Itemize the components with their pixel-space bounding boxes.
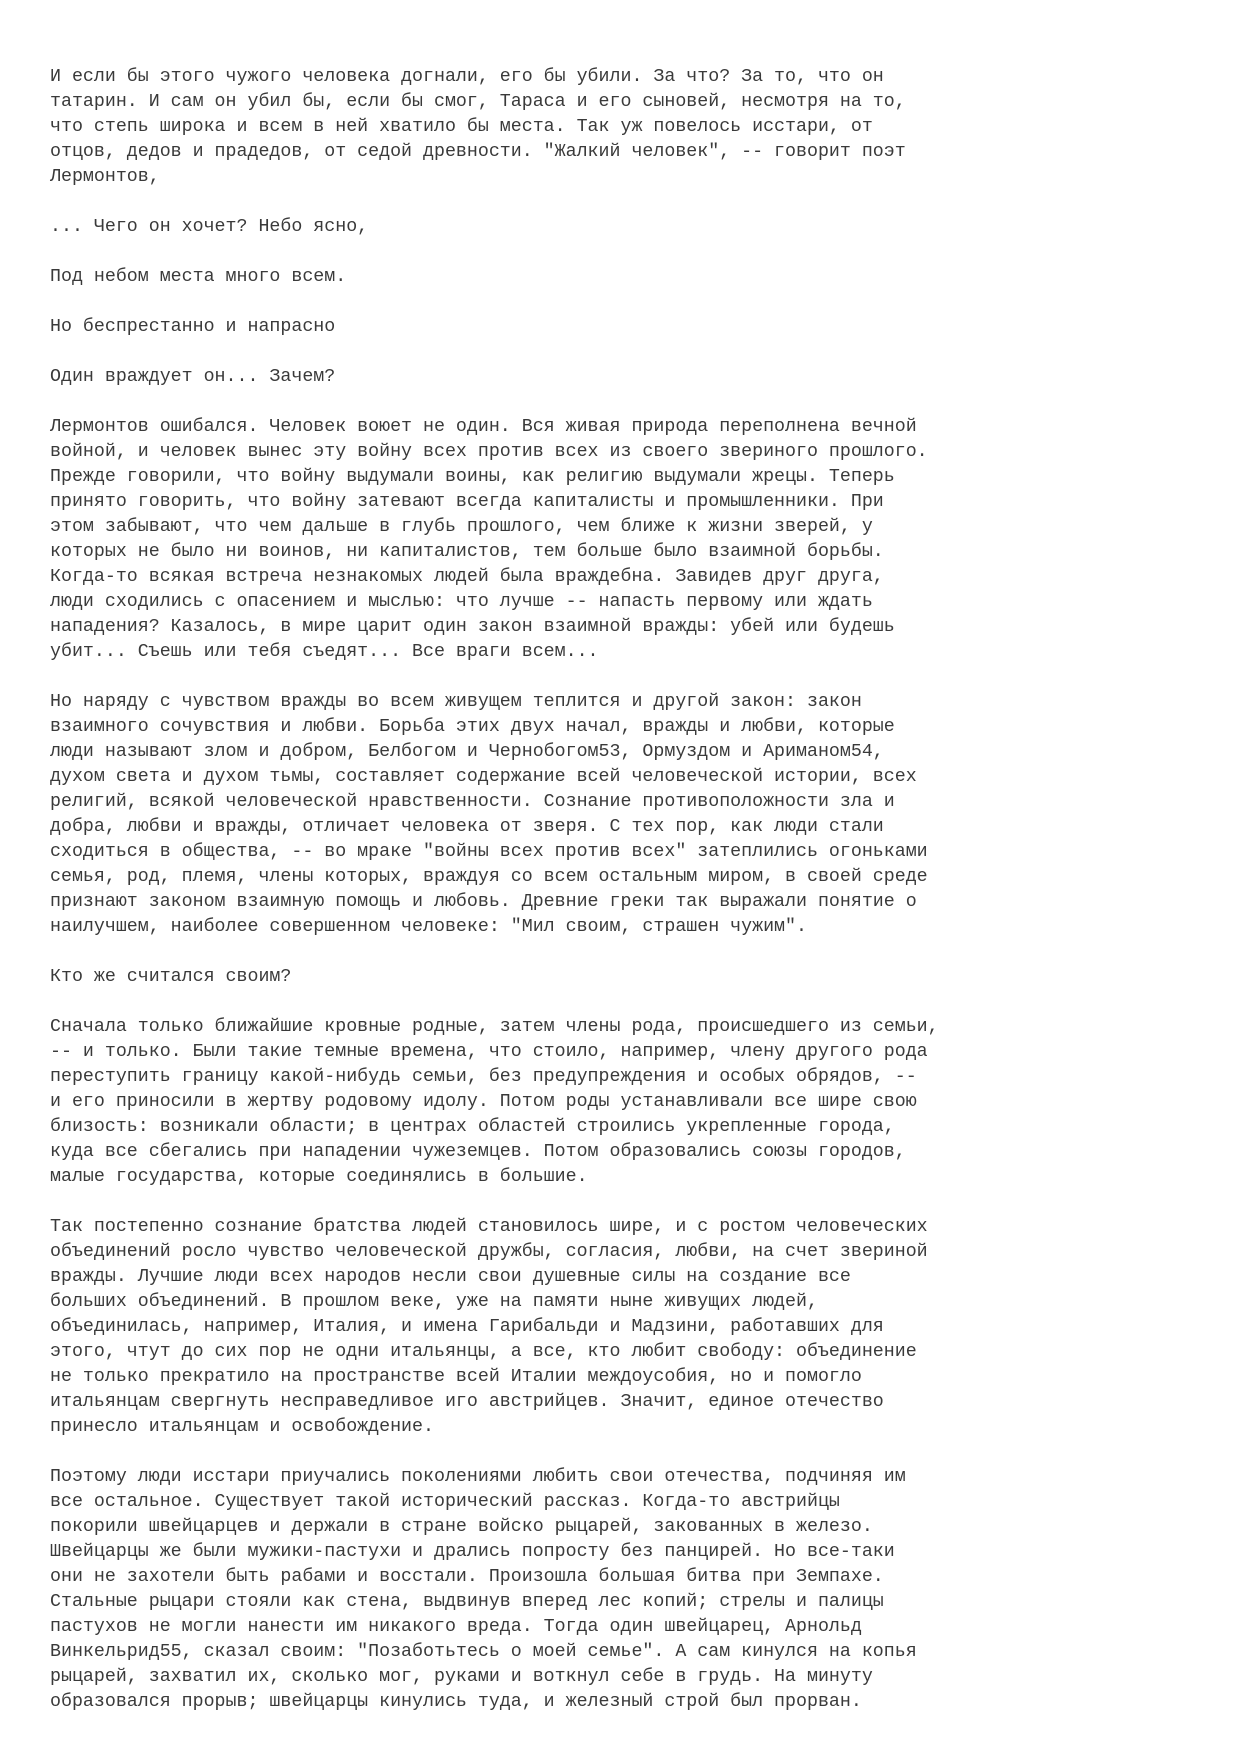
paragraph-lermontov-mistaken: Лермонтов ошибался. Человек воюет не один. Вся живая природа переполнена вечной войной, и человек вынес эту войну всех против всех из своего звериного прошлого. Прежде говорили, что войну выдумали воины, как религию выдумали жрецы. Теперь принято говорить, что войну затевают всегда капиталисты и промышленники. При этом забывают, что чем дальше в глубь прошлого, чем ближе к жизни зверей, у которых не было ни воинов, ни капиталистов, тем больше было взаимной борьбы. Когда-то всякая встреча незнакомых людей была враждебна. Завидев друг друга, люди сходились с опасением и мыслью: что лучше -- напасть первому или ждать нападения? Казалось, в мире царит один закон взаимной вражды: убей или будешь убит... Съешь или тебя съедят... Все враги всем... — [50, 417, 928, 662]
paragraph-brotherhood-italy: Так постепенно сознание братства людей становилось шире, и с ростом человеческих объединений росло чувство человеческой дружбы, согласия, любви, на счет звериной вражды. Лучшие люди всех народов несли свои душевные силы на создание все больших объединений. В прошлом веке, уже на памяти ныне живущих людей, объединилась, например, Италия, и имена Гарибальди и Мадзини, работавших для этого, чтут до сих пор не одни итальянцы, а все, кто любит свободу: объединение не только прекратило на пространстве всей Италии междоусобия, но и помогло итальянцам свергнуть несправедливое иго австрийцев. Значит, единое отечество принесло итальянцам и освобождение. — [50, 1217, 928, 1437]
poem-line-2: Под небом места много всем. — [50, 267, 347, 287]
paragraph-kin-and-clans: Сначала только ближайшие кровные родные, затем члены рода, происшедшего из семьи, -- и только. Были такие темные времена, что стоило, например, члену другого рода переступить границу какой-нибудь семьи, без предупреждения и особых обрядов, -- и его приносили в жертву родовому идолу. Потом роды устанавливали все шире свою близость: возникали области; в центрах областей строились укрепленные города, куда все сбегались при нападении чужеземцев. Потом образовались союзы городов, малые государства, которые соединялись в большие. — [50, 1017, 939, 1187]
document-page — [50, 65, 1200, 1715]
paragraph-winkelried: Поэтому люди исстари приучались поколениями любить свои отечества, подчиняя им все остальное. Существует такой исторический рассказ. Когда-то австрийцы покорили швейцарцев и держали в стране войско рыцарей, закованных в железо. Швейцарцы же были мужики-пастухи и дрались попросту без панцирей. Но все-таки они не захотели быть рабами и восстали. Произошла большая битва при Земпахе. Стальные рыцари стояли как стена, выдвинув вперед лес копий; стрелы и палицы пастухов не могли нанести им никакого вреда. Тогда один швейцарец, Арнольд Винкельрид55, сказал своим: "Позаботьтесь о моей семье". А сам кинулся на копья рыцарей, захватил их, сколько мог, руками и воткнул себе в грудь. На минуту образовался прорыв; швейцарцы кинулись туда, и железный строй был прорван. — [50, 1467, 917, 1712]
poem-line-3: Но беспрестанно и напрасно — [50, 317, 336, 337]
poem-line-4: Один враждует он... Зачем? — [50, 367, 336, 387]
paragraph-who-is-own: Кто же считался своим? — [50, 967, 292, 987]
poem-line-1: ... Чего он хочет? Небо ясно, — [50, 217, 369, 237]
paragraph-law-of-love: Но наряду с чувством вражды во всем живущем теплится и другой закон: закон взаимного сочувствия и любви. Борьба этих двух начал, вражды и любви, которые люди называют злом и добром, Белбогом и Чернобогом53, Ормуздом и Ариманом54, духом света и духом тьмы, составляет содержание всей человеческой истории, всех религий, всякой человеческой нравственности. Сознание противоположности зла и добра, любви и вражды, отличает человека от зверя. С тех пор, как люди стали сходиться в общества, -- во мраке "войны всех против всех" затеплились огоньками семья, род, племя, члены которых, враждуя со всем остальным миром, в своей среде признают законом взаимную помощь и любовь. Древние греки так выражали понятие о наилучшем, наиболее совершенном человеке: "Мил своим, страшен чужим". — [50, 692, 928, 937]
paragraph-tatar-chase: И если бы этого чужого человека догнали, его бы убили. За что? За то, что он татарин. И сам он убил бы, если бы смог, Тараса и его сыновей, несмотря на то, что степь широка и всем в ней хватило бы места. Так уж повелось исстари, от отцов, дедов и прадедов, от седой древности. "Жалкий человек", -- говорит поэт Лермонтов, — [50, 67, 906, 187]
